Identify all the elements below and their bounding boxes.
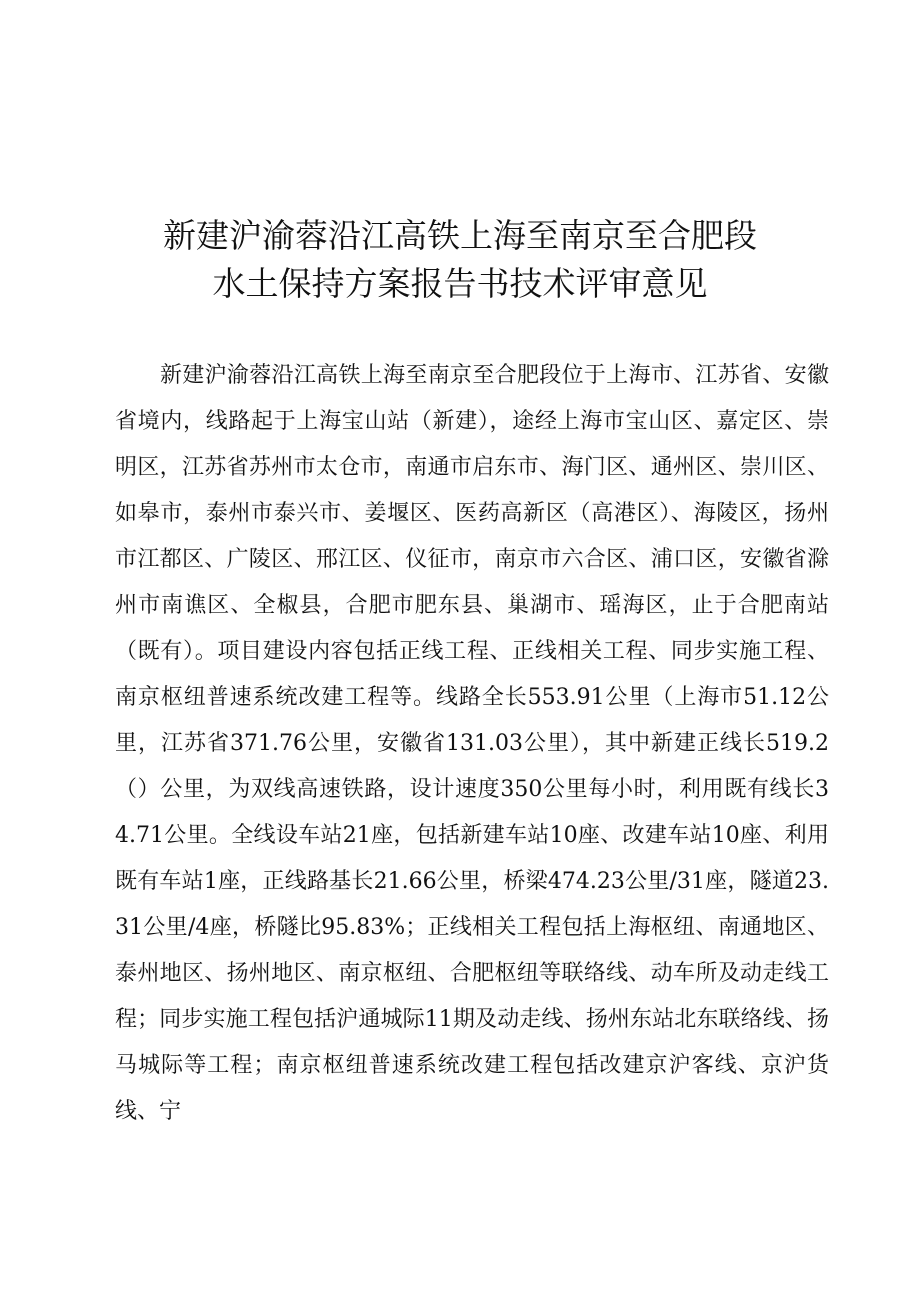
body-paragraph: 新建沪渝蓉沿江高铁上海至南京至合肥段位于上海市、江苏省、安徽省境内，线路起于上海宝山站（新建），途经上海市宝山区、嘉定区、崇明区，江苏省苏州市太仓市，南通市启东市、海门区、通州区、崇川区、如皋市，泰州市泰兴市、姜堰区、医药高新区（高港区）、海陵区，扬州市江都区、广陵区、邢江区、仪征市，南京市六合区、浦口区，安徽省滁州市南谯区、全椒县，合肥市肥东县、巢湖市、瑶海区，止于合肥南站（既有）。项目建设内容包括正线工程、正线相关工程、同步实施工程、南京枢纽普速系统改建工程等。线路全长553.91公里（上海市51.12公里，江苏省371.76公里，安徽省131.03公里），其中新建正线长519.2（）公里，为双线高速铁路，设计速度350公里每小时，利用既有线长34.71公里。全线设车站21座，包括新建车站10座、改建车站10座、利用既有车站1座，正线路基长21.66公里，桥梁474.23公里/31座，隧道23.31公里/4座，桥隧比95.83%；正线相关工程包括上海枢纽、南通地区、泰州地区、扬州地区、南京枢纽、合肥枢纽等联络线、动车所及动走线工程；同步实施工程包括沪通城际11期及动走线、扬州东站北东联络线、扬马城际等工程；南京枢纽普速系统改建工程包括改建京沪客线、京沪货线、宁	[115, 363, 829, 1124]
title-line-1: 新建沪渝蓉沿江高铁上海至南京至合肥段	[163, 216, 757, 255]
title-line-2: 水土保持方案报告书技术评审意见	[212, 264, 708, 303]
document-title	[0, 212, 920, 308]
